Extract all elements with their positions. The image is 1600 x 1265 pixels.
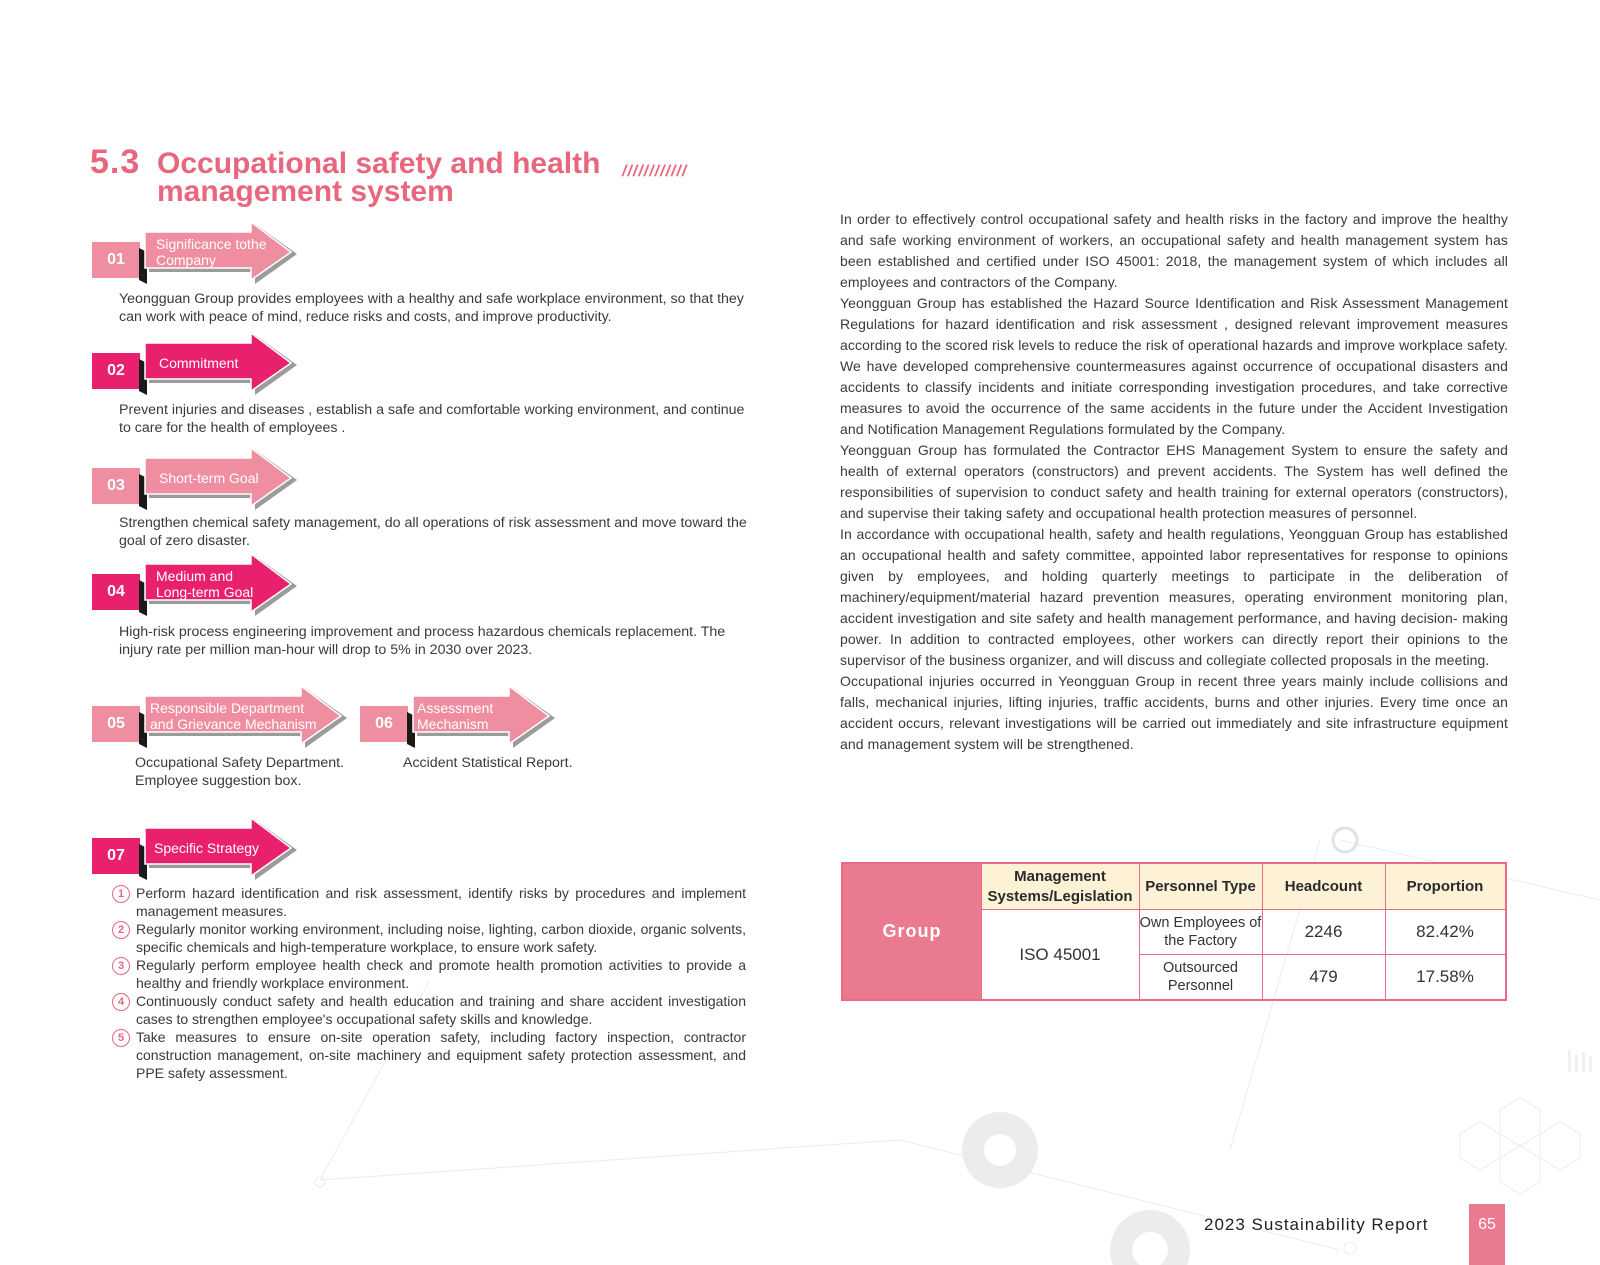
number-circle-icon: 5 (112, 1029, 130, 1047)
table-divider (1139, 864, 1140, 999)
personnel-table (841, 862, 1507, 1001)
table-cell-proportion: 82.42% (1416, 922, 1474, 941)
table-header-headcount: Headcount (1262, 864, 1385, 910)
number-circle-icon: 2 (112, 921, 130, 939)
table-divider (1385, 864, 1386, 999)
strategy-text: Continuously conduct safety and health education and training and share accident investigation cases to strengthen employee's occupational safety skills and knowledge. (136, 993, 746, 1027)
table-header-system: Management Systems/Legislation (981, 864, 1139, 910)
item-01-number: 01 (92, 242, 140, 278)
table-divider (1262, 864, 1263, 999)
item-03-number: 03 (92, 468, 140, 504)
title-decoration: //////////// (622, 163, 688, 180)
item-06-number: 06 (360, 706, 408, 742)
strategy-text: Perform hazard identification and risk assessment, identify risks by procedures and implement management measures. (136, 885, 746, 919)
item-03-label: Short-term Goal (159, 470, 259, 486)
item-05-text: Occupational Safety Department. Employee suggestion box. (135, 755, 344, 789)
body-paragraph: Occupational injuries occurred in Yeongguan Group in recent three years mainly include collisions and falls, mechanical injuries, lifting injuries, traffic accidents, burns and other injuries. Every time once an accident occurs, relevant investigations will be carried out immediately and site infrastructure equipment and management system will be strengthened. (840, 673, 1508, 752)
section-title: Occupational safety and health management system (157, 147, 601, 208)
table-divider (1139, 954, 1505, 955)
item-07-badge (92, 818, 302, 880)
body-text (840, 209, 1508, 755)
number-circle-icon: 4 (112, 993, 130, 1011)
item-02-number: 02 (92, 353, 140, 389)
report-title: 2023 Sustainability Report (1204, 1215, 1429, 1234)
table-cell-system: ISO 45001 (1019, 944, 1101, 964)
item-02-badge (92, 333, 302, 395)
item-03-badge (92, 448, 302, 510)
item-07-number: 07 (92, 838, 140, 874)
table-cell-headcount: 479 (1309, 967, 1338, 986)
body-paragraph: In accordance with occupational health, safety and health regulations, Yeongguan Group has established an occupational health and safety committee, appointed labor representatives for response to opinions given by employees, and holding quarterly meetings to participate in the deliberation of machinery/equipment/material hazard prevention measures, operating environment monitoring plan, accident investigation and site safety and health management performance, and having decision- making power. In addition to contracted employees, other workers can directly report their opinions to the supervisor of the business organizer, and will discuss and collegiate collected proposals in the meeting. (840, 526, 1508, 668)
strategy-list (112, 884, 746, 1082)
body-paragraph: Yeongguan Group has established the Hazard Source Identification and Risk Assessment Management Regulations for hazard identification and risk assessment , designed relevant improvement measures according to the scored risk levels to reduce the risk of operational hazards and improve workplace safety. We have developed comprehensive countermeasures against occurrence of occupational disasters and accidents to classify incidents and initiate corresponding investigation procedures, and take corrective measures to avoid the occurrence of the same accidents in the future under the Accident Investigation and Notification Management Regulations formulated by the Company. (840, 295, 1508, 437)
table-header-proportion: Proportion (1385, 864, 1505, 910)
section-number: 5.3 (90, 143, 141, 181)
item-04-label: Medium and Long-term Goal (156, 568, 254, 600)
page-number: 65 (1469, 1204, 1505, 1265)
item-04-badge (92, 554, 302, 616)
strategy-item (112, 1028, 746, 1082)
item-01-text: Yeongguan Group provides employees with a healthy and safe workplace environment, so that they can work with peace of mind, reduce risks and costs, and improve productivity. (119, 291, 744, 325)
item-04-text: High-risk process engineering improvement and process hazardous chemicals replacement. The injury rate per million man-hour will drop to 5% in 2030 over 2023. (119, 624, 726, 658)
strategy-text: Regularly monitor working environment, including noise, lighting, carbon dioxide, organic solvents, specific chemicals and high-temperature workplace, to ensure work safety. (136, 921, 746, 955)
table-group-label: Group (843, 864, 981, 999)
table-header-type: Personnel Type (1139, 864, 1262, 910)
item-07-label: Specific Strategy (154, 840, 260, 856)
strategy-text: Regularly perform employee health check and promote health promotion activities to provide a healthy and friendly workplace environment. (136, 957, 746, 991)
body-paragraph: In order to effectively control occupational safety and health risks in the factory and improve the healthy and safe working environment of workers, an occupational safety and health management system has been established and certified under ISO 45001: 2018, the management system of which includes all employees and contractors of the Company. (840, 211, 1508, 290)
strategy-item (112, 992, 746, 1028)
item-05-number: 05 (92, 706, 140, 742)
item-01-label: Significance tothe Company (156, 236, 267, 268)
table-cell-headcount: 2246 (1304, 922, 1343, 941)
strategy-item (112, 920, 746, 956)
table-cell-proportion: 17.58% (1416, 967, 1474, 986)
number-circle-icon: 1 (112, 885, 130, 903)
item-03-text: Strengthen chemical safety management, do all operations of risk assessment and move toward the goal of zero disaster. (119, 515, 747, 549)
item-05-label: Responsible Department and Grievance Mechanism (150, 700, 317, 732)
strategy-item (112, 884, 746, 920)
item-06-text: Accident Statistical Report. (403, 755, 573, 771)
table-divider (981, 864, 982, 999)
strategy-item (112, 956, 746, 992)
body-paragraph: Yeongguan Group has formulated the Contractor EHS Management System to ensure the safety and health of external operators (constructors) and prevent accidents. The System has well defined the responsibilities of supervision to conduct safety and health training for external operators (constructors), and supervise their taking safety and occupational health protection measures of personnel. (840, 442, 1508, 521)
item-02-text: Prevent injuries and diseases , establish a safe and comfortable working environment, and continue to care for the health of employees . (119, 402, 745, 436)
item-05-badge (92, 686, 354, 748)
number-circle-icon: 3 (112, 957, 130, 975)
item-01-badge (92, 222, 302, 284)
item-06-badge (360, 686, 560, 748)
table-cell-type: Outsourced Personnel (1163, 960, 1238, 994)
item-02-label: Commitment (159, 355, 239, 371)
item-04-number: 04 (92, 574, 140, 610)
strategy-text: Take measures to ensure on-site operation safety, including factory inspection, contractor construction management, on-site machinery and equipment safety protection assessment, and PPE safety assessment. (136, 1029, 746, 1081)
table-cell-type: Own Employees of the Factory (1139, 915, 1262, 949)
item-06-label: Assessment Mechanism (417, 700, 494, 732)
